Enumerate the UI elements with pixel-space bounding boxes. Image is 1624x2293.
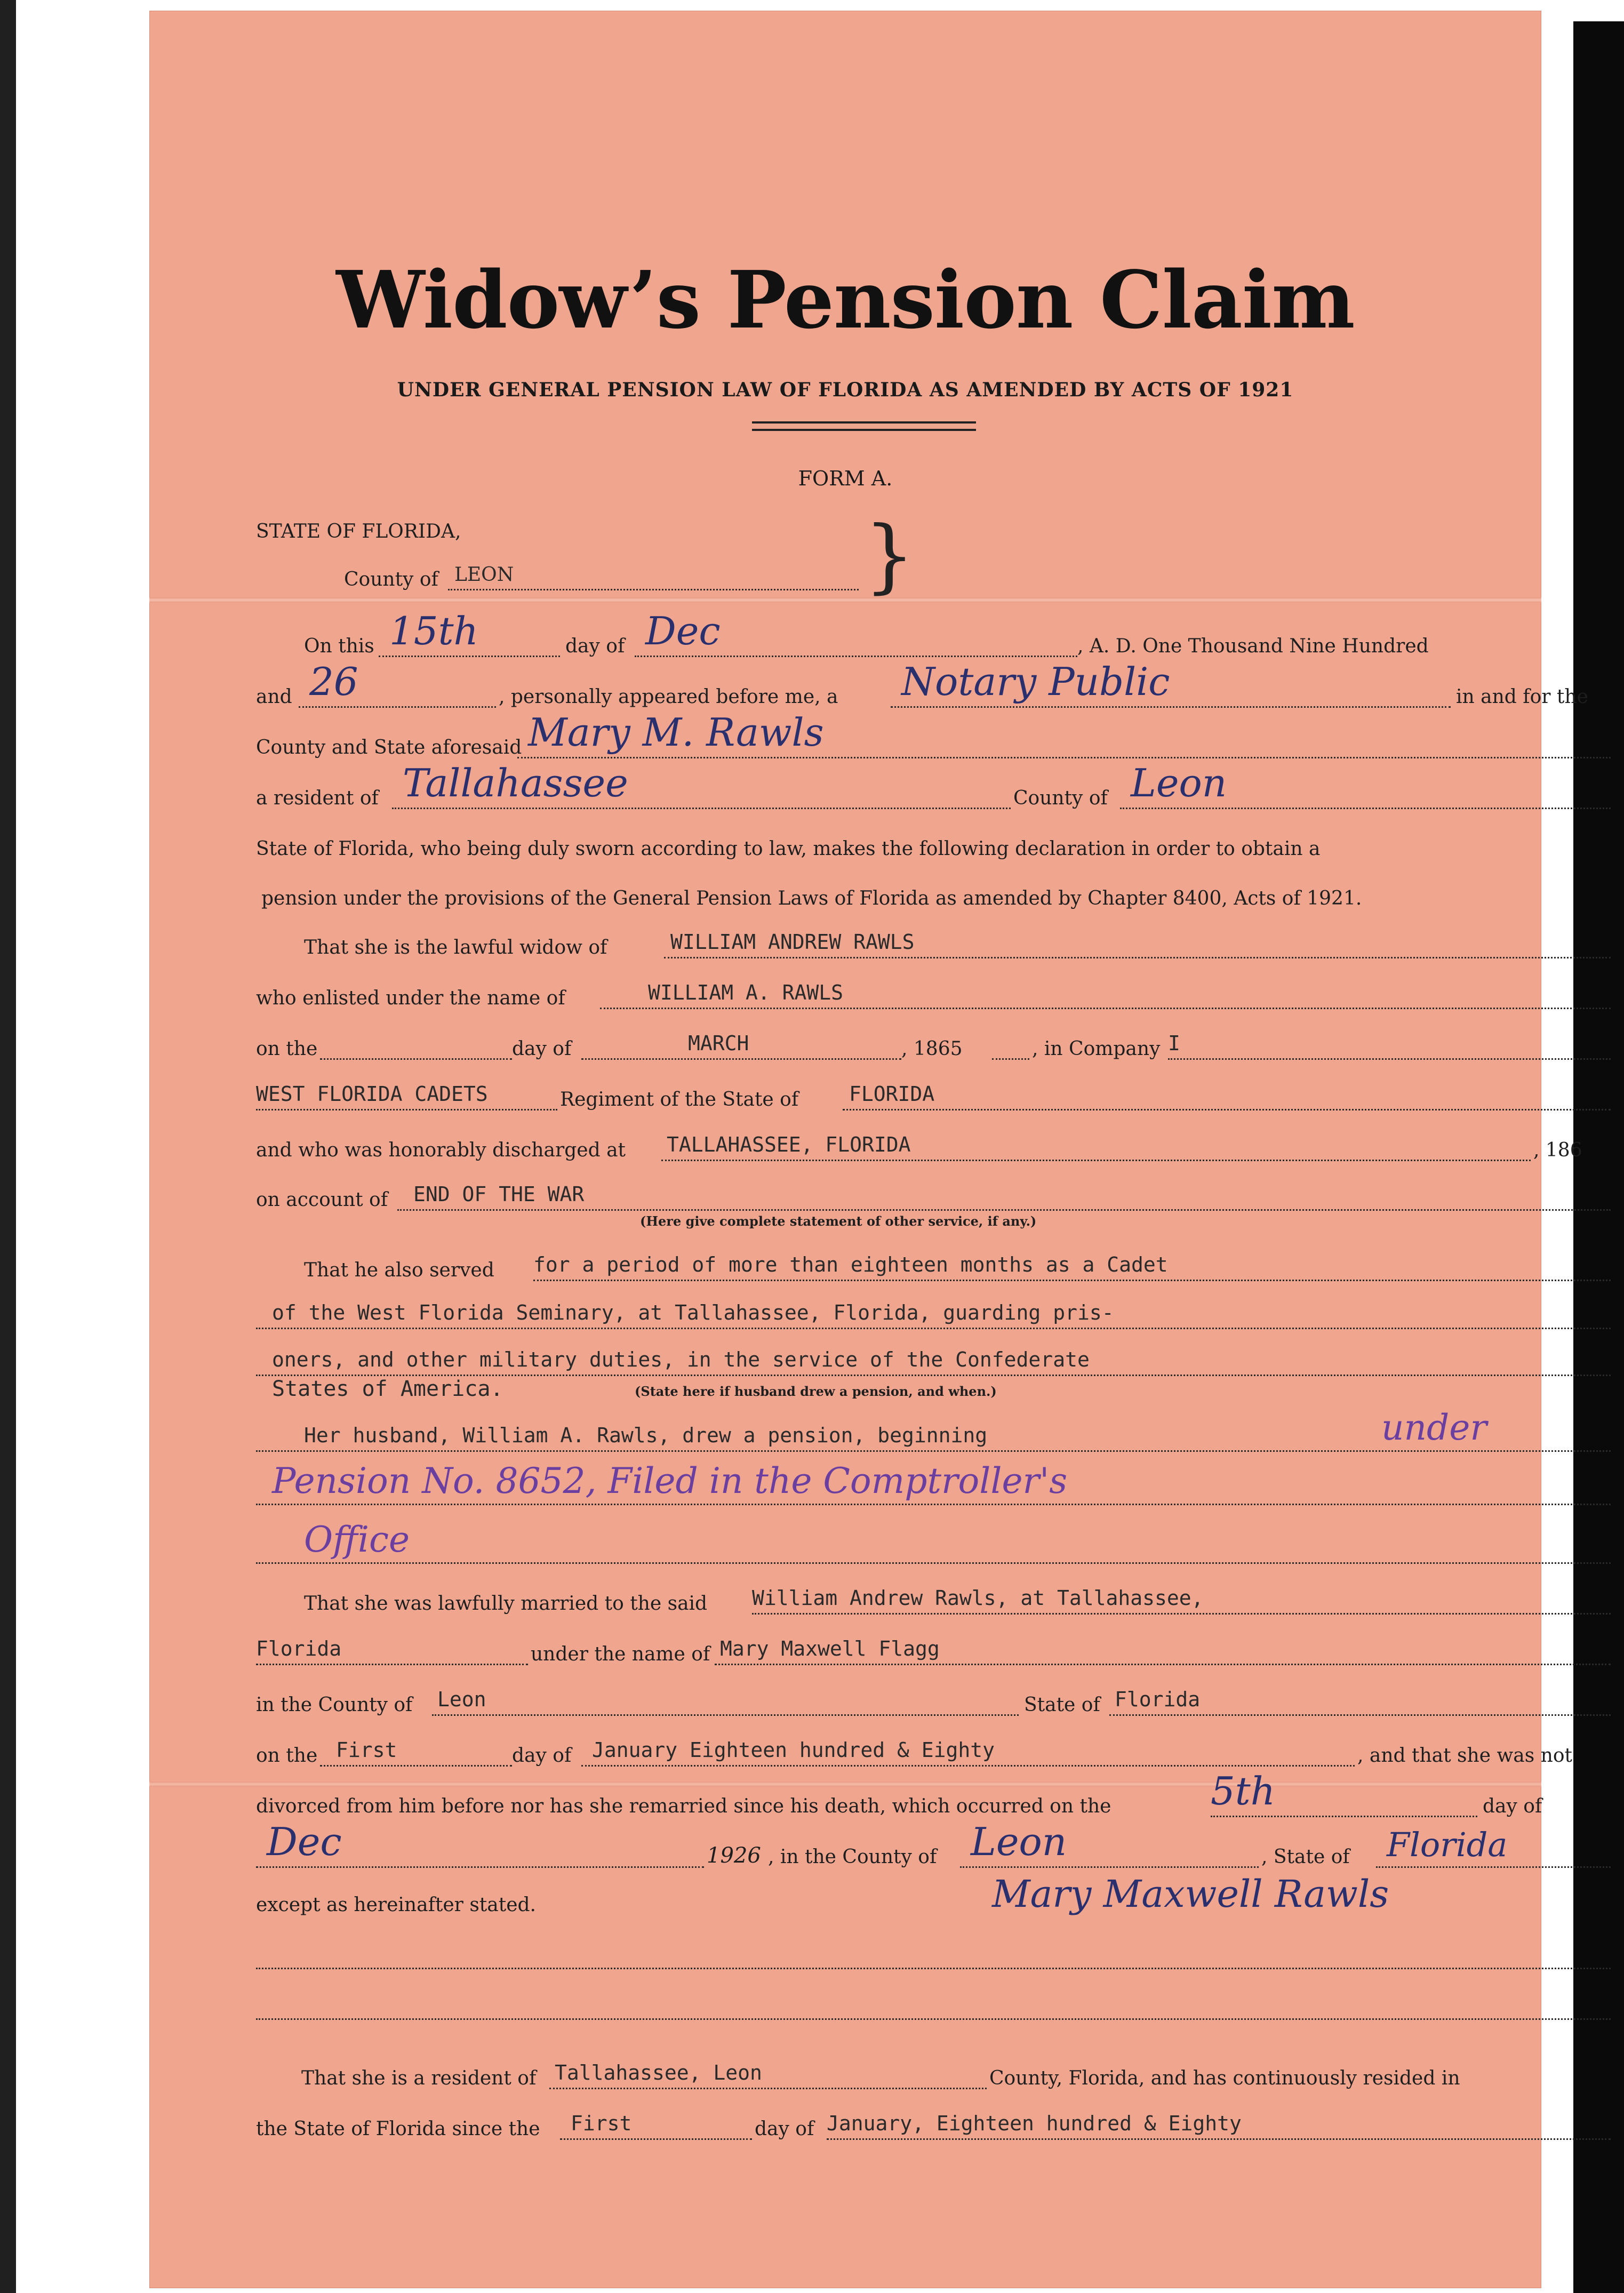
married-county-line [149,1677,1541,1720]
pension-field [256,1460,1611,1505]
married-date-line [149,1728,1572,1771]
death-county-field [960,1819,1259,1868]
since-line [149,2102,1541,2144]
label: on account of [256,1189,388,1211]
label: day of [512,1038,572,1060]
document-title: Widow’s Pension Claim [336,253,1355,346]
typed-value: WEST FLORIDA CADETS [256,1082,488,1106]
typed-value: First [336,1738,397,1762]
pension-line-2 [149,1460,1541,1509]
discharge-place-field [661,1122,1531,1161]
current-residence-line [149,2051,1541,2094]
discharge-line [149,1123,1582,1165]
label: County of [1013,787,1108,809]
service-field [533,1242,1611,1281]
label: day of [512,1745,572,1767]
venue-brace: } [864,509,915,602]
married-state-field [1109,1677,1611,1716]
label: in and for the [1456,686,1588,708]
label: in the County of [256,1694,413,1716]
typed-value: States of America. [272,1377,503,1401]
date-line [149,609,1541,661]
label: the State of Florida since the [256,2118,540,2140]
blank-field [256,1981,1611,2020]
discharge-reason-line [149,1172,1541,1215]
label: That she is a resident of [301,2067,537,2089]
paragraph-text: pension under the provisions of the General Pension Laws of Florida as amended by Chapter 8400, Acts of 1921. [261,888,1362,909]
discharge-reason-field [397,1172,1611,1211]
married-date-field [581,1728,1355,1767]
value: LEON [454,564,514,586]
label: and who was honorably discharged at [256,1139,626,1161]
label: County of [344,569,438,590]
typed-value: William Andrew Rawls, at Tallahassee, [752,1586,1204,1610]
death-day-field [1211,1769,1477,1817]
handwritten-value: Office [304,1519,410,1560]
typed-value: of the West Florida Seminary, at Tallahassee, Florida, guarding pris- [272,1301,1114,1324]
residence-city-field [392,761,1011,809]
typed-value: Her husband, William A. Rawls, drew a pension, beginning [304,1424,988,1447]
married-to-field [752,1576,1611,1615]
married-county-field [432,1677,1019,1716]
label: except as hereinafter stated. [256,1894,536,1916]
label: day of [1483,1795,1542,1817]
residence-line [149,761,1541,813]
title-rule [752,429,976,431]
since-date-field [827,2101,1611,2140]
handwritten-value: Florida [1387,1825,1508,1864]
handwritten-value: Tallahassee [403,761,628,805]
label: day of [755,2118,814,2140]
current-residence-field [549,2050,987,2089]
typed-value: Florida [1115,1688,1201,1711]
enlist-month-field [581,1021,901,1060]
venue-state: STATE OF FLORIDA, [256,521,461,542]
claimant-line [149,710,1541,763]
document-subtitle: UNDER GENERAL PENSION LAW OF FLORIDA AS AMENDED BY ACTS OF 1921 [397,379,1294,401]
label: , personally appeared before me, a [499,686,838,708]
blank-line [149,1982,1541,2024]
label: under the name of [531,1643,710,1665]
pension-note: (State here if husband drew a pension, and when.) [635,1384,997,1399]
sworn-line-1 [149,821,1541,864]
regiment-line [149,1072,1541,1115]
label: a resident of [256,787,379,809]
fold-crease [149,597,1541,603]
title-rule [752,421,976,424]
service-note: (Here give complete statement of other service, if any.) [640,1213,1037,1229]
label: , State of [1261,1846,1350,1868]
label: on the [256,1745,318,1767]
service-line-4 [149,1363,1541,1405]
handwritten-value: Dec [267,1819,342,1864]
death-state-field [1376,1825,1611,1868]
handwritten-value: 5th [1211,1769,1276,1813]
enlist-day-field [320,1021,512,1060]
typed-value: Florida [256,1637,342,1660]
label: , in the County of [768,1846,937,1868]
label: , in Company [1032,1038,1161,1060]
officer-field [891,659,1451,708]
handwritten-value: Leon [1131,761,1227,805]
label: That she is the lawful widow of [304,937,607,958]
label: That he also served [304,1259,494,1281]
pension-line-3 [149,1519,1541,1568]
label: State of [1024,1694,1100,1716]
label: , A. D. One Thousand Nine Hundred [1077,635,1429,657]
typed-value: for a period of more than eighteen months as a Cadet [533,1253,1168,1276]
form-label: FORM A. [798,467,893,490]
residence-county-field [1120,761,1611,809]
venue-county-field [448,552,859,590]
typed-value: January, Eighteen hundred & Eighty [827,2112,1242,2135]
label: Regiment of the State of [560,1089,799,1110]
month-field [635,609,1077,657]
married-place-field [256,1626,528,1665]
service-field [256,1290,1611,1329]
regiment-state-field [843,1072,1611,1110]
label: , and that she was not [1357,1745,1572,1767]
year-blank [992,1021,1029,1060]
enlisted-line [149,971,1541,1013]
handwritten-value: 15th [389,609,478,653]
handwritten-value: Notary Public [901,659,1170,704]
year-field [299,659,496,708]
typed-value: Tallahassee, Leon [555,2061,762,2084]
day-field [379,609,560,657]
since-day-field [560,2101,752,2140]
label: , 186 [1533,1139,1582,1161]
officer-line [149,659,1588,712]
handwritten-value: Pension No. 8652, Filed in the Comptroller's [272,1460,1068,1501]
typed-value: oners, and other military duties, in the service of the Confederate [272,1348,1090,1371]
handwritten-value: under [1381,1407,1487,1448]
maiden-name-field [715,1626,1611,1665]
handwritten-value: 1926 [707,1843,761,1868]
service-line-2 [149,1291,1541,1333]
handwritten-value: Mary M. Rawls [528,710,824,755]
label: and [256,686,292,708]
married-day-field [320,1728,512,1767]
label: County, Florida, and has continuously resided in [989,2067,1460,2089]
handwritten-value: Dec [645,609,721,653]
blank-line [149,1931,1541,1974]
blank-field [256,1930,1611,1969]
typed-value: END OF THE WAR [413,1183,585,1206]
label: That she was lawfully married to the said [304,1593,708,1615]
handwritten-value: Leon [971,1819,1067,1864]
label: who enlisted under the name of [256,987,565,1009]
service-line-1 [149,1243,1541,1285]
regiment-field [256,1072,557,1110]
handwritten-value: 26 [309,659,358,704]
company-field [1168,1021,1611,1060]
typed-value: January Eighteen hundred & Eighty [592,1738,995,1762]
pension-field [256,1519,1611,1564]
typed-value: I [1168,1032,1180,1055]
death-place-line [149,1819,1541,1872]
typed-value: FLORIDA [849,1082,935,1106]
pension-line-1 [149,1407,1541,1456]
label: County and State aforesaid [256,737,522,758]
label: On this [304,635,374,657]
husband-field [664,920,1611,958]
typed-value: WILLIAM ANDREW RAWLS [670,930,915,954]
scan-left-edge [0,0,16,2293]
typed-value: Mary Maxwell Flagg [720,1637,940,1660]
typed-value: First [571,2112,632,2135]
pension-field [256,1407,1611,1452]
label: day of [565,635,625,657]
married-line [149,1576,1541,1619]
typed-value: Leon [437,1688,486,1711]
claimant-field [517,710,1611,758]
typed-value: WILLIAM A. RAWLS [648,981,844,1004]
typed-value: MARCH [688,1032,749,1055]
venue-state-line [149,504,1541,547]
venue-county-line [149,552,1541,595]
enlisted-field [600,970,1611,1009]
paragraph-text: State of Florida, who being duly sworn according to law, makes the following declaration in order to obtain a [256,838,1321,860]
enlist-date-line [149,1021,1541,1064]
death-month-field [256,1819,704,1868]
label: on the [256,1038,318,1060]
signature: Mary Maxwell Rawls [992,1872,1389,1916]
document-page [149,11,1588,2288]
typed-value: TALLAHASSEE, FLORIDA [667,1133,911,1156]
sworn-line-2 [149,871,1541,914]
label: divorced from him before nor has she remarried since his death, which occurred on the [256,1795,1111,1817]
label: , 1865 [901,1038,963,1060]
husband-line [149,920,1541,963]
maiden-line [149,1627,1541,1669]
death-line [149,1769,1542,1821]
